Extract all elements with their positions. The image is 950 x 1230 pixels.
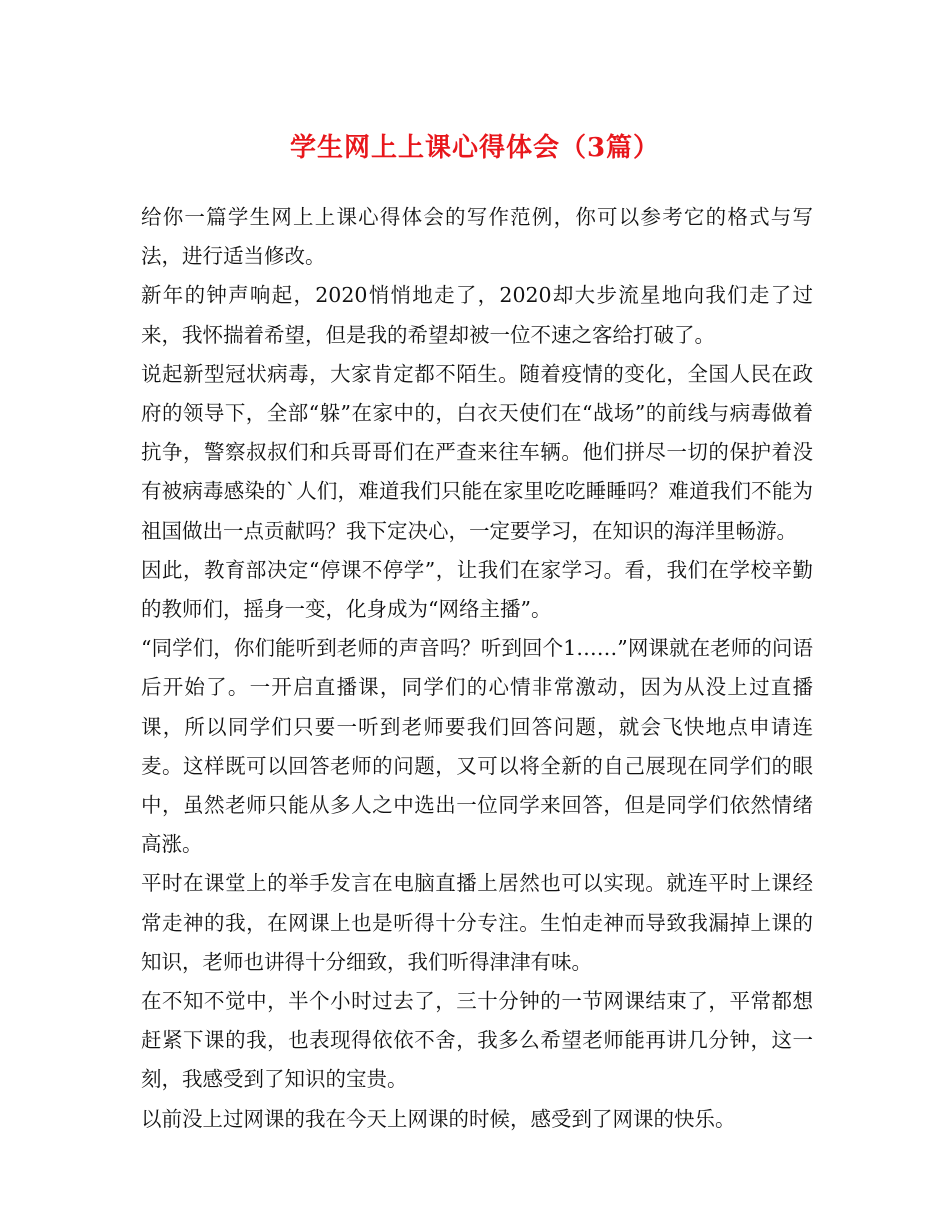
paragraph: 新年的钟声响起，2020悄悄地走了，2020却大步流星地向我们走了过来，我怀揣着希望，但是我的希望却被一位不速之客给打破了。: [141, 283, 813, 347]
paragraph: 给你一篇学生网上上课心得体会的写作范例，你可以参考它的格式与写法，进行适当修改。: [141, 205, 813, 269]
document-body: [141, 198, 813, 1139]
paragraph: 以前没上过网课的我在今天上网课的时候，感受到了网课的快乐。: [141, 1106, 736, 1131]
paragraph: 在不知不觉中，半个小时过去了，三十分钟的一节网课结束了，平常都想赶紧下课的我，也表现得依依不舍，我多么希望老师能再讲几分钟，这一刻，我感受到了知识的宝贵。: [141, 989, 813, 1092]
paragraph: “同学们，你们能听到老师的声音吗？听到回个1……”网课就在老师的问语后开始了。一开启直播课，同学们的心情非常激动，因为从没上过直播课，所以同学们只要一听到老师要我们回答问题，就会飞快地点申请连麦。这样既可以回答老师的问题，又可以将全新的自己展现在同学们的眼中，虽然老师只能从多人之中选出一位同学来回答，但是同学们依然情绪高涨。: [141, 636, 813, 857]
paragraph: 因此，教育部决定“停课不停学”，让我们在家学习。看，我们在学校辛勤的教师们，摇身一变，化身成为“网络主播”。: [141, 557, 813, 622]
paragraph: 说起新型冠状病毒，大家肯定都不陌生。随着疫情的变化，全国人民在政府的领导下，全部“躲”在家中的，白衣天使们在“战场”的前线与病毒做着抗争，警察叔叔们和兵哥哥们在严查来往车辆。他们拼尽一切的保护着没有被病毒感染的`人们，难道我们只能在家里吃吃睡睡吗？难道我们不能为祖国做出一点贡献吗？我下定决心，一定要学习，在知识的海洋里畅游。: [141, 361, 813, 543]
paragraph: 平时在课堂上的举手发言在电脑直播上居然也可以实现。就连平时上课经常走神的我，在网课上也是听得十分专注。生怕走神而导致我漏掉上课的知识，老师也讲得十分细致，我们听得津津有味。: [141, 871, 813, 974]
document-title: 学生网上上课心得体会（3篇）: [289, 133, 661, 163]
